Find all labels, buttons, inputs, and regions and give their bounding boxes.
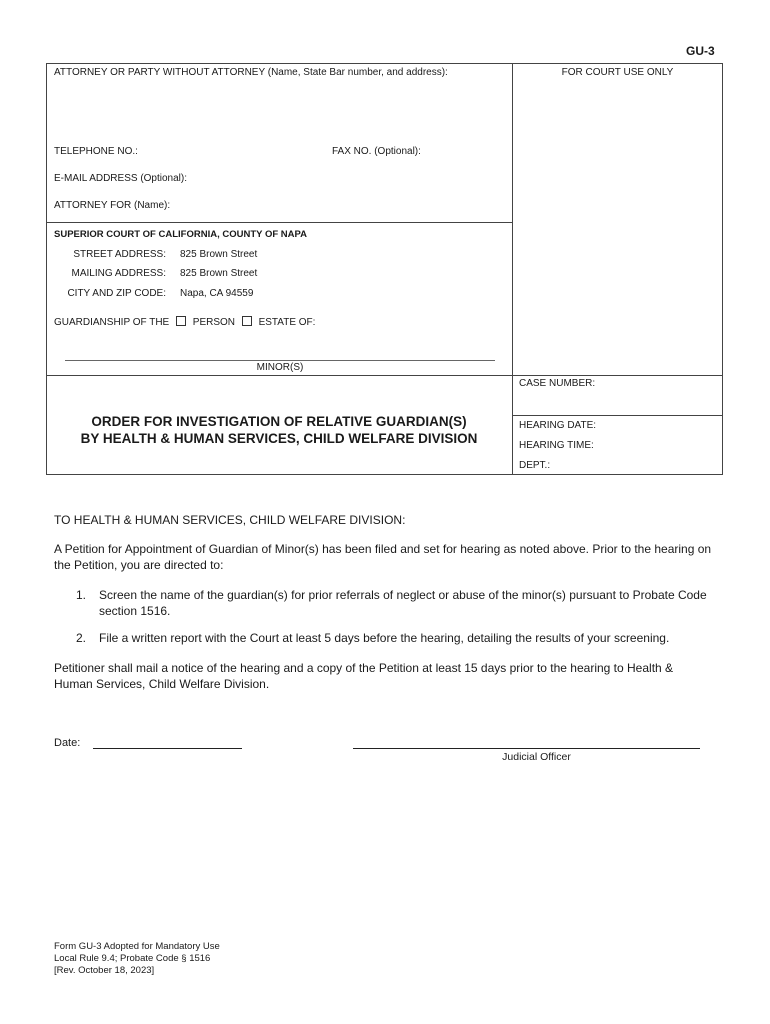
case-number-label: CASE NUMBER:	[519, 378, 596, 389]
list-item	[54, 631, 714, 647]
list-item-number: 2.	[76, 631, 87, 645]
footer-line3: [Rev. October 18, 2023]	[54, 965, 155, 976]
date-label: Date:	[54, 737, 81, 749]
street-address-label: STREET ADDRESS:	[73, 249, 166, 260]
person-label: PERSON	[192, 317, 236, 328]
form-title-line1: ORDER FOR INVESTIGATION OF RELATIVE GUARDIAN(S)	[91, 414, 467, 429]
city-zip-label: CITY AND ZIP CODE:	[67, 288, 166, 299]
person-checkbox[interactable]	[176, 316, 186, 326]
court-name: SUPERIOR COURT OF CALIFORNIA, COUNTY OF NAPA	[54, 229, 307, 240]
form-title-line2: BY HEALTH & HUMAN SERVICES, CHILD WELFARE DIVISION	[80, 431, 478, 446]
fax-label: FAX NO. (Optional):	[332, 146, 421, 157]
intro-paragraph: A Petition for Appointment of Guardian of Minor(s) has been filed and set for hearing as noted above. Prior to the hearing on the Petition, you are directed to:	[54, 542, 712, 572]
estate-checkbox[interactable]	[242, 316, 252, 326]
signature-line[interactable]	[353, 748, 700, 749]
title-divider	[46, 375, 723, 376]
hearing-time-label: HEARING TIME:	[519, 440, 594, 451]
email-label: E-MAIL ADDRESS (Optional):	[54, 173, 188, 184]
street-address-value: 825 Brown Street	[180, 249, 258, 260]
guardianship-row	[54, 316, 315, 328]
case-number-divider	[512, 415, 723, 416]
judicial-officer-label: Judicial Officer	[502, 751, 571, 763]
date-line[interactable]	[93, 748, 242, 749]
footer	[54, 941, 220, 977]
mailing-address-label: MAILING ADDRESS:	[71, 268, 166, 279]
attorney-label: ATTORNEY OR PARTY WITHOUT ATTORNEY (Name, State Bar number, and address):	[54, 67, 448, 78]
column-divider	[512, 63, 513, 475]
court-use-label: FOR COURT USE ONLY	[561, 67, 674, 78]
minor-name-line[interactable]	[65, 360, 495, 361]
dept-label: DEPT.:	[519, 460, 551, 471]
guardianship-label: GUARDIANSHIP OF THE	[54, 317, 170, 328]
list-item	[54, 588, 714, 619]
city-zip-value: Napa, CA 94559	[180, 288, 254, 299]
telephone-label: TELEPHONE NO.:	[54, 146, 138, 157]
mailing-address-value: 825 Brown Street	[180, 268, 258, 279]
addressee: TO HEALTH & HUMAN SERVICES, CHILD WELFARE DIVISION:	[54, 513, 406, 527]
form-id: GU-3	[686, 44, 715, 58]
minor-label: MINOR(S)	[256, 362, 304, 373]
hearing-date-label: HEARING DATE:	[519, 420, 597, 431]
footer-line2: Local Rule 9.4; Probate Code § 1516	[54, 953, 211, 964]
form-title	[46, 413, 512, 447]
list-item-text: Screen the name of the guardian(s) for prior referrals of neglect or abuse of the minor(s) pursuant to Probate Code section 1516.	[99, 588, 707, 618]
list-item-number: 1.	[76, 588, 87, 602]
court-divider	[46, 222, 512, 223]
footer-line1: Form GU-3 Adopted for Mandatory Use	[54, 941, 220, 952]
attorney-for-label: ATTORNEY FOR (Name):	[54, 200, 171, 211]
list-item-text: File a written report with the Court at least 5 days before the hearing, detailing the results of your screening.	[99, 631, 670, 645]
closing-paragraph: Petitioner shall mail a notice of the hearing and a copy of the Petition at least 15 days prior to the hearing to Health & Human Services, Child Welfare Division.	[54, 661, 674, 691]
estate-label: ESTATE OF:	[258, 317, 316, 328]
